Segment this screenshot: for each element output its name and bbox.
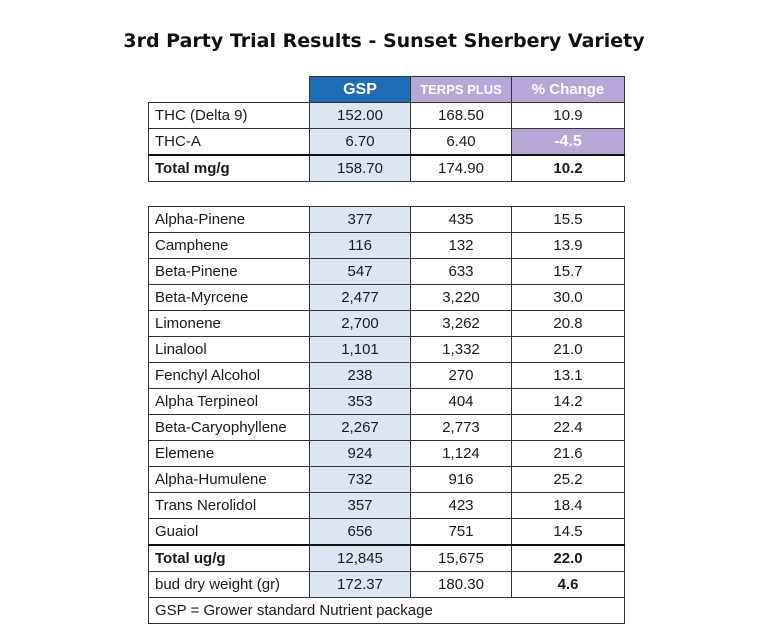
gsp-value: 2,267 <box>310 415 411 441</box>
gsp-value: 377 <box>310 207 411 233</box>
total-row <box>149 155 625 182</box>
gsp-value: 732 <box>310 467 411 493</box>
table-row <box>149 285 625 311</box>
pct-change-total: 22.0 <box>512 545 625 572</box>
terpene-table <box>148 206 625 624</box>
pct-change-total: 10.2 <box>512 155 625 182</box>
table-row <box>149 207 625 233</box>
gsp-value: 656 <box>310 519 411 546</box>
row-name: Trans Nerolidol <box>149 493 310 519</box>
terps-plus-value: 132 <box>411 233 512 259</box>
table-row <box>149 519 625 546</box>
row-name: bud dry weight (gr) <box>149 572 310 598</box>
terps-plus-value: 423 <box>411 493 512 519</box>
terps-plus-value: 1,124 <box>411 441 512 467</box>
pct-change-value: 4.6 <box>512 572 625 598</box>
table-row <box>149 259 625 285</box>
pct-change-value: 13.9 <box>512 233 625 259</box>
row-name: Fenchyl Alcohol <box>149 363 310 389</box>
row-name: Linalool <box>149 337 310 363</box>
table-row <box>149 129 625 156</box>
pct-change-value: 14.5 <box>512 519 625 546</box>
terpene-rows <box>149 207 625 546</box>
terps-plus-total: 15,675 <box>411 545 512 572</box>
row-name: THC-A <box>149 129 310 156</box>
row-name: Alpha-Pinene <box>149 207 310 233</box>
footnote: GSP = Grower standard Nutrient package <box>149 598 625 624</box>
header-blank <box>149 77 310 103</box>
total-label: Total ug/g <box>149 545 310 572</box>
row-name: Limonene <box>149 311 310 337</box>
gsp-value: 924 <box>310 441 411 467</box>
gsp-value: 1,101 <box>310 337 411 363</box>
table-row <box>149 467 625 493</box>
gsp-total: 12,845 <box>310 545 411 572</box>
row-name: THC (Delta 9) <box>149 103 310 129</box>
table-row <box>149 415 625 441</box>
page-title: 3rd Party Trial Results - Sunset Sherbery Variety <box>123 30 645 52</box>
terps-plus-value: 751 <box>411 519 512 546</box>
table-row <box>149 493 625 519</box>
terps-plus-value: 180.30 <box>411 572 512 598</box>
gsp-value: 6.70 <box>310 129 411 156</box>
table-row <box>149 337 625 363</box>
terps-plus-value: 6.40 <box>411 129 512 156</box>
terps-plus-value: 633 <box>411 259 512 285</box>
gsp-value: 357 <box>310 493 411 519</box>
table-row <box>149 363 625 389</box>
terps-plus-value: 168.50 <box>411 103 512 129</box>
terps-plus-value: 3,262 <box>411 311 512 337</box>
header-pct-change: % Change <box>512 77 625 103</box>
footnote-row <box>149 598 625 624</box>
pct-change-value: 13.1 <box>512 363 625 389</box>
pct-change-value: 30.0 <box>512 285 625 311</box>
gsp-value: 116 <box>310 233 411 259</box>
table-row <box>149 311 625 337</box>
gsp-total: 158.70 <box>310 155 411 182</box>
pct-change-value: 18.4 <box>512 493 625 519</box>
cannabinoid-table <box>148 76 625 182</box>
table-row <box>149 103 625 129</box>
row-name: Elemene <box>149 441 310 467</box>
pct-change-value: 15.7 <box>512 259 625 285</box>
row-name: Beta-Myrcene <box>149 285 310 311</box>
terps-plus-value: 916 <box>411 467 512 493</box>
pct-change-value: 22.4 <box>512 415 625 441</box>
total-row <box>149 545 625 572</box>
table-row <box>149 233 625 259</box>
header-row <box>149 77 625 103</box>
row-name: Camphene <box>149 233 310 259</box>
header-gsp: GSP <box>310 77 411 103</box>
pct-change-value: 14.2 <box>512 389 625 415</box>
gsp-value: 2,700 <box>310 311 411 337</box>
gsp-value: 172.37 <box>310 572 411 598</box>
table-row <box>149 441 625 467</box>
table-row <box>149 389 625 415</box>
header-terps-plus: TERPS PLUS <box>411 77 512 103</box>
row-name: Guaiol <box>149 519 310 546</box>
bud-weight-row <box>149 572 625 598</box>
row-name: Alpha-Humulene <box>149 467 310 493</box>
gsp-value: 547 <box>310 259 411 285</box>
terps-plus-value: 404 <box>411 389 512 415</box>
gsp-value: 353 <box>310 389 411 415</box>
pct-change-value: 21.6 <box>512 441 625 467</box>
pct-change-value: 21.0 <box>512 337 625 363</box>
row-name: Beta-Pinene <box>149 259 310 285</box>
pct-change-highlight: -4.5 <box>512 129 625 156</box>
pct-change-value: 10.9 <box>512 103 625 129</box>
pct-change-value: 20.8 <box>512 311 625 337</box>
total-label: Total mg/g <box>149 155 310 182</box>
row-name: Alpha Terpineol <box>149 389 310 415</box>
gsp-value: 152.00 <box>310 103 411 129</box>
terps-plus-value: 3,220 <box>411 285 512 311</box>
gsp-value: 238 <box>310 363 411 389</box>
row-name: Beta-Caryophyllene <box>149 415 310 441</box>
terps-plus-value: 2,773 <box>411 415 512 441</box>
pct-change-value: 25.2 <box>512 467 625 493</box>
terps-plus-total: 174.90 <box>411 155 512 182</box>
pct-change-value: 15.5 <box>512 207 625 233</box>
terps-plus-value: 270 <box>411 363 512 389</box>
gsp-value: 2,477 <box>310 285 411 311</box>
terps-plus-value: 435 <box>411 207 512 233</box>
terps-plus-value: 1,332 <box>411 337 512 363</box>
